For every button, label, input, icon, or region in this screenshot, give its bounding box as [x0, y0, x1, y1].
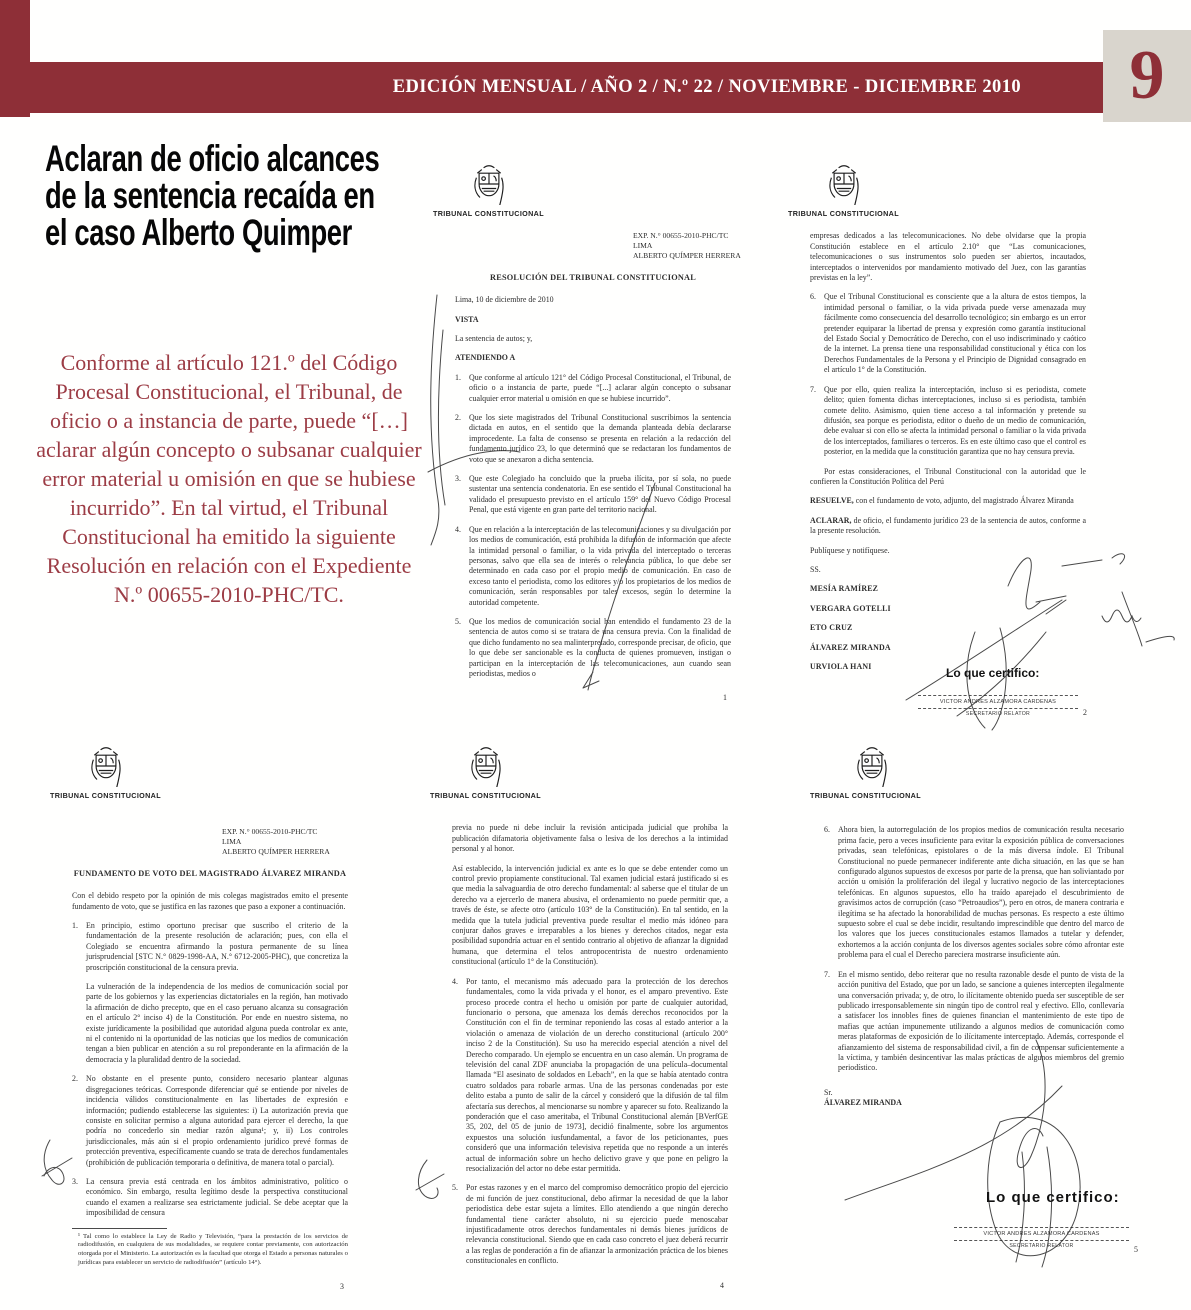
expediente-header: EXP. N.° 00655-2010-PHC/TC LIMA ALBERTO QUÍMPER HERRERA [633, 231, 741, 260]
expediente-header: EXP. N.° 00655-2010-PHC/TC LIMA ALBERTO QUÍMPER HERRERA [222, 827, 330, 856]
vista-heading: VISTA [455, 314, 479, 324]
resuelve-label: RESUELVE, [810, 496, 854, 506]
item-text: Que los medios de comunicación social han entendido el fundamento 23 de la sentencia de autos como si se tratara de una censura previa. Con la finalidad de que dicho fundamento no sea malinterpretado, corresponde precisar, de oficio, que lo que debe ser sancionable es la conducta de quienes promueven, instigan o participan en la interceptación de las telecomunicaciones, aun cuando sean periodistas, medios o [469, 616, 731, 678]
scan3-header [40, 745, 388, 801]
signatory-name: ETO CRUZ [810, 623, 853, 633]
signatories-list [810, 584, 1086, 672]
intro-paragraph: Con el debido respeto por la opinión de mis colegas magistrados emito el presente fundamento de voto, que se justifica en las razones que paso a exponer a continuación. [72, 891, 348, 911]
org-caption: TRIBUNAL CONSTITUCIONAL [810, 791, 921, 800]
item-text: La censura previa está centrada en los ámbitos administrativo, político o económico. Sin embargo, resulta legítimo desde la perspectiva constitucional cuando el examen a realizarse sea estrictamente judicial. Se debe aceptar que la imposibilidad de censura [86, 1176, 348, 1218]
atendiendo-heading: ATENDIENDO A [455, 353, 516, 363]
scan1-header [423, 163, 768, 219]
item-number: 6. [824, 825, 830, 835]
tribunal-seal-icon [854, 745, 890, 787]
numbered-item [72, 1177, 348, 1219]
signatory-name: VERGARA GOTELLI [810, 603, 891, 613]
tribunal-seal-icon [826, 163, 862, 205]
edition-label: EDICIÓN MENSUAL / AÑO 2 / N.º 22 / NOVIEMBRE - DICIEMBRE 2010 [392, 77, 1021, 97]
org-caption: TRIBUNAL CONSTITUCIONAL [788, 209, 899, 218]
scan2-header [778, 163, 1130, 219]
scan-resolution-page-1 [423, 163, 768, 704]
item-text: Por estas razones y en el marco del compromiso democrático propio del ejercicio de mi función de juez constitucional, debo afirmar la necesidad de que la labor periodística debe estar sujeta a límites. Ello atendiendo a que ningún derecho fundamental tiene carácter absoluto, ni su ejercicio puede menoscabar injustificadamente otros derechos fundamentales ni demás bienes jurídicos de relevancia constitucional. Siendo que en cada caso concreto el juez deberá recurrir a las reglas de ponderación a fin de afianzar la armonización práctica de los bienes constitucionales en conflicto. [466, 1183, 728, 1266]
numbered-item [72, 921, 348, 973]
numbered-item [452, 1183, 728, 1266]
item-text: En el mismo sentido, debo reiterar que no resulta razonable desde el punto de vista de la acción punitiva del Estado, que por un lado, se sancione a quienes intercepten ilegalmente una conversación privada; y, de otro, lo ilícitamente obtenido pueda ser susceptible de ser publicado irresponsablemente sin ningún tipo de control real y efectivo. Ello, conllevaría a satisfacer los innobles fines de quienes financian el mantenimiento de este tipo de mafias que actúan impunemente utilizando a algunos medios de comunicación como meras plataformas de exposición de lo ilícitamente interceptado. Además, corresponde el afianzamiento del sistema de responsabilidad civil, a fin de compensar suficientemente a la víctima, y también desincentivar las malas prácticas de algunos miembros del gremio periodístico. [838, 969, 1124, 1073]
certify-label: Lo que certifico: [946, 666, 1040, 680]
scan-page-number: 5 [1134, 1245, 1138, 1254]
scan-page-number: 3 [340, 1281, 344, 1291]
item-text: Que este Colegiado ha concluido que la prueba ilícita, por sí sola, no puede sustentar una sentencia condenatoria. En ese sentido el Tribunal Constitucional ha validado el presupuesto previsto en el artículo 159° del Nuevo Código Procesal Penal, que está vigente en gran parte del territorio nacional. [469, 474, 731, 515]
scan-page-number: 4 [720, 1280, 724, 1290]
footnote-rule [72, 1228, 167, 1229]
numbered-item [455, 474, 731, 516]
scan-page-number: 2 [1083, 708, 1087, 717]
item-number: 4. [455, 524, 461, 534]
item-text: Por tanto, el mecanismo más adecuado para la protección de los derechos fundamentales, como la vida privada y el honor, es el amparo preventivo. Este proceso procede contra el hecho u omisión por parte de cualquier autoridad, funcionario o persona, que amenaza los demás derechos reconocidos por la Constitución con el fin de terminar reponiendo las cosas al estado anterior a la violación o amenaza de violación de un derecho constitucional (artículo 200° inciso 2 de la Constitución). Su uso ha merecido especial atención a nivel del Derecho comparado. Un ejemplo se encuentra en un caso alemán. Un programa de televisión del canal ZDF anunciaba la propagación de una película–documental llamada “El asesinato de soldados en Lebach”, en la que se había atentado contra cuatro soldados para robarle armas. Una de las personas condenadas por este delito estaba a punto de salir de la cárcel y consideró que la difusión de tal film afectaría sus derechos, al mencionarse su nombre y aparecer su foto. Realizando la ponderación que el caso ameritaba, el Tribunal Constitucional alemán [BVerfGE 35, 202, del 05 de junio de 1973], decidió finalmente, sobre los argumentos expuestos una solución iusfundamental, a favor de los peticionantes, pues consideró que una información televisiva repetida que no responde a un interés actual de información sobre un hecho delictivo grave y que pone en peligro la resocialización del actor no debe estar permitida. [466, 976, 728, 1173]
numbered-item [72, 982, 348, 1065]
signatory-name: ÁLVAREZ MIRANDA [810, 642, 891, 652]
resuelve-paragraph: RESUELVE, con el fundamento de voto, adjunto, del magistrado Álvarez Miranda [810, 496, 1074, 506]
item-text: Que los siete magistrados del Tribunal Constitucional suscribimos la sentencia dictada en autos, en el sentido que la demanda planteada debía declararse improcedente. La falta de consenso se presenta en relación a la redacción del fundamento jurídico 23, lo que determinó que se redactaran los fundamentos de voto que se anexaron a dicha sentencia. [469, 413, 731, 464]
numbered-item [72, 1074, 348, 1168]
item-number: 5. [452, 1183, 458, 1193]
stamp-title: SECRETARIO RELATOR [1009, 1243, 1074, 1250]
article-headline [45, 140, 430, 251]
tribunal-seal-icon [471, 163, 507, 205]
consideraciones-paragraph: Por estas consideraciones, el Tribunal Constitucional con la autoridad que le confieren la Constitución Política del Perú [810, 466, 1086, 486]
item-number: 1. [72, 921, 78, 931]
item-number: 7. [824, 969, 830, 979]
item-text: Que conforme al artículo 121° del Código Procesal Constitucional, el Tribunal, de oficio o a instancia de parte, puede “[...] aclarar algún concepto o subsanar cualquier error material u omisión en que se hubiese incurrido”. [469, 372, 731, 403]
numbered-item [810, 385, 1086, 458]
item-text: En principio, estimo oportuno precisar que suscribo el criterio de la fundamentación de la presente resolución de aclaración; pues, con ella el Colegiado se encuentra afirmando la postura permanente de su línea jurisprudencial [STC N.° 0829-1998-AA, N.° 6712-2005-PHC), que concretiza la proscripción constitucional de la censura previa. [86, 921, 348, 972]
item-number: 7. [810, 384, 816, 394]
headline-line-3: el caso Alberto Quimper [45, 212, 352, 253]
item-number: 4. [452, 976, 458, 986]
scan-fundamento-page-3 [40, 745, 388, 1292]
tribunal-seal-icon [468, 745, 504, 787]
footnote-text: ¹ Tal como lo establece la Ley de Radio y Televisión, “para la prestación de los servicios de radiodifusión, en cualquiera de sus modalidades, se requiere contar previamente, con autorización otorgada por el Ministerio. La autorización es la facultad que otorga el Estado a personas naturales o jurídicas para establecer un servicio de radiodifusión” (artículo 14°). [78, 1232, 348, 1266]
numbered-item [455, 373, 731, 404]
org-caption: TRIBUNAL CONSTITUCIONAL [50, 791, 161, 800]
stamp-name: VICTOR ANDRES ALZAMORA CARDENAS [918, 695, 1078, 709]
scan5-header [806, 745, 1168, 801]
item-text: Ahora bien, la autorregulación de los propios medios de comunicación resulta necesario prima facie, pero a veces insuficiente para evitar la exposición pública de conversaciones privadas, sean telefónicas, epistolares o de la más diversa índole. El Tribunal Constitucional no puede permanecer indiferente ante dicha situación, en las que se han configurado algunos supuestos de excesos por parte de la prensa, que han soliviantado por acción u omisión la proliferación del ilegal y lucrativo negocio de las interceptaciones telefónicas. En algunos supuestos, ello ha traído aparejado el descubrimiento de gravísimos actos de corrupción (caso “Petroaudios”), pero en otros, de manera contraria e ilegítima se ha afectado la honorabilidad de muchas personas. Es respecto a este último supuesto sobre el cual se debe incidir, resultando imprescindible que dentro del marco de los valores que los jueces constitucionales estamos llamados a tutelar y defender, exhortemos a la acción conjunta de los diversos agentes sociales sobre cómo afrontar este problema para el cual el Derecho pareciera mostrarse insuficiente aún. [838, 825, 1124, 960]
numbered-item [455, 617, 731, 679]
numbered-item [824, 825, 1124, 960]
doc-title: FUNDAMENTO DE VOTO DEL MAGISTRADO ÁLVAREZ MIRANDA [73, 868, 347, 878]
item-number: 5. [455, 616, 461, 626]
numbered-item [455, 413, 731, 465]
item-text: La vulneración de la independencia de los medios de comunicación social por parte de los gobiernos y las experiencias dictatoriales en la región, han motivado la afirmación de dicho precepto, que en el caso peruano alcanza su consagración en el artículo 2° inciso 4) de la Constitución. Por ende en nuestro sistema, no existe jurídicamente la posibilidad que autoridad alguna pueda controlar ex ante, ni el contenido ni la oportunidad de las noticias que los medios de comunicación tengan a bien publicar en atención a su rol preponderante en la afirmación de la democracia y la pluralidad dentro de la sociedad. [86, 982, 348, 1064]
scan-fundamento-page-4 [420, 745, 768, 1291]
numbered-item [455, 525, 731, 608]
aclarar-label: ACLARAR, [810, 515, 852, 525]
signatory-name: MESÍA RAMÍREZ [810, 584, 879, 594]
article-lede: Conforme al artículo 121.º del Código Procesal Constitucional, el Tribunal, de oficio o a instancia de parte, puede “[…] aclarar algún concepto o subsanar cualquier error material u omisión en que se hubiese incurrido”. En tal virtud, el Tribunal Constitucional ha emitido la siguiente Resolución en relación con el Expediente N.º 00655-2010-PHC/TC. [36, 350, 422, 607]
aclarar-paragraph: ACLARAR, de oficio, el fundamento jurídico 23 de la sentencia de autos, conforme a la presente resolución. [810, 515, 1086, 536]
body-paragraph: Así establecido, la intervención judicial ex ante es lo que se debe entender como un control previo propiamente constitucional. Tal examen judicial estará justificado si es que media la salvaguardia de otro derecho fundamental: al saberse que el titular de un derecho va a ejercerlo de manera abusiva, el ordenamiento no puede permitir que, a través de éste, se afecte otro (artículo 103° de la Constitución). En tal sentido, en la medida que la tutela judicial preventiva puede resultar el medio más idóneo para conjurar daños graves e irreparables a los bienes y derechos citados, negar esta posibilidad supondría actuar en el sentido contrario al objetivo de afianzar la dignidad humana, que determina el telos antropocentrista de nuestro ordenamiento constitucional (artículo 1° de la Constitución). [452, 863, 728, 967]
signatory-name: ÁLVAREZ MIRANDA [824, 1098, 902, 1108]
certify-label: Lo que certifico: [986, 1189, 1120, 1206]
stamp-title: SECRETARIO RELATOR [965, 711, 1031, 718]
item-number: 2. [455, 413, 461, 423]
item-number: 3. [72, 1176, 78, 1186]
scan-fundamento-page-5 [806, 745, 1168, 1310]
secretary-stamp [918, 695, 1078, 720]
stamp-name: VICTOR ANDRES ALZAMORA CARDENAS [954, 1227, 1129, 1241]
secretary-stamp [954, 1227, 1129, 1252]
item-number: 6. [810, 292, 816, 302]
doc-date: Lima, 10 de diciembre de 2010 [455, 295, 554, 305]
numbered-item [824, 970, 1124, 1074]
item-text: Que por ello, quien realiza la interceptación, incluso si es periodista, comete delito; quien fomenta dichas interceptaciones, incluso si es periodista, también comete delito. Asimismo, quien tiene acceso a tal información y pretende su difusión, sea porque es periodista, editor o dueño de un medio de comunicación, debe evaluar si con ello se afecta la intimidad personal o familiar o la vida privada de los interceptados, familiares o terceros. Es en este último caso que el control es posterior, en la medida que la constitución garantiza que no hay censura previa. [824, 384, 1086, 457]
item-number: 3. [455, 474, 461, 484]
numbered-item [810, 292, 1086, 375]
vista-text: La sentencia de autos; y, [455, 334, 533, 344]
page-number: 9 [1129, 37, 1165, 114]
publish-line: Publíquese y notifíquese. [810, 545, 890, 555]
scan-page-number: 1 [723, 693, 727, 703]
sr-line: Sr. [824, 1087, 833, 1097]
item-text: Que el Tribunal Constitucional es consciente que a la altura de estos tiempos, la intimidad personal o familiar, o la vida privada puede verse amenazada muy fácilmente como consecuencia del desarrollo tecnológico; sin embargo es un error pretender equiparar la libertad de prensa y expresión como garantía institucional del Estado Social y Democrático de Derecho, con el uso indiscriminado y caótico de la internet. La prensa tiene una responsabilidad constitucional y ética con los Derechos Fundamentales de la Persona y el Principio de Dignidad consagrado en el artículo 1° de la Constitución. [824, 292, 1086, 375]
headline-line-1: Aclaran de oficio alcances [45, 138, 380, 179]
item-number: 2. [72, 1074, 78, 1084]
signatory-name: URVIOLA HANI [810, 662, 872, 671]
item-text: No obstante en el presente punto, considero necesario plantear algunas disgregaciones teóricas. Corresponde diferenciar qué se entiende por niveles de incidencia válidos constitucionalmente en las libertades de expresión e información; pudiendo establecerse las siguientes: i) La autorización previa que consiste en solicitar permiso a alguna autoridad para ejercer el derecho, la que podría no concederlo sin mediar razón alguna¹; y, ii) Los controles jurisdiccionales, más aún si el propio ordenamiento jurídico prevé formas de protección preventiva, específicamente cuando se trata de derechos fundamentales (prohibición de publicación temporaria o definitiva, de manera total o parcial). [86, 1074, 348, 1167]
scan4-header [420, 745, 768, 801]
top-banner [30, 62, 1103, 113]
numbered-item [452, 977, 728, 1175]
continuation-paragraph: empresas dedicados a las telecomunicaciones. No debe olvidarse que la propia Constitución establece en el artículo 2.10° que “Las comunicaciones, telecomunicaciones o sus instrumentos solo pueden ser abiertos, incautados, interceptados o intervenidos por mandamiento motivado del Juez, con las garantías previstas en la ley”. [810, 231, 1086, 283]
scan-resolution-page-2 [778, 163, 1130, 748]
tribunal-seal-icon [88, 745, 124, 787]
headline-line-2: de la sentencia recaída en [45, 175, 375, 216]
continuation-paragraph: previa no puede ni debe incluir la revisión anticipada judicial que prohíba la publicación difamatoria objetivamente falsa o lesiva de los derechos a la intimidad personal y al honor. [452, 823, 728, 854]
corner-accent-block [0, 0, 30, 117]
page-number-box [1103, 30, 1191, 122]
item-text: Que en relación a la interceptación de las telecomunicaciones y su divulgación por los medios de comunicación, está prohibida la difusión de información que afecte la intimidad personal o familiar, o la vida privada del interceptado o terceras personas, salvo que ella sea de interés o relevancia pública, lo que debe ser determinado en cada caso por el propio medio de comunicación. En caso de exceso tanto el periodista, como los editores y/o los propietarios de los medios de comunicación, serán responsables por tales excesos, según lo determine la autoridad competente. [469, 524, 731, 607]
item-number [72, 982, 86, 1065]
org-caption: TRIBUNAL CONSTITUCIONAL [433, 209, 544, 218]
ss-line: SS. [810, 564, 821, 574]
doc-title: RESOLUCIÓN DEL TRIBUNAL CONSTITUCIONAL [490, 272, 696, 282]
org-caption: TRIBUNAL CONSTITUCIONAL [430, 791, 541, 800]
item-number: 1. [455, 372, 461, 382]
